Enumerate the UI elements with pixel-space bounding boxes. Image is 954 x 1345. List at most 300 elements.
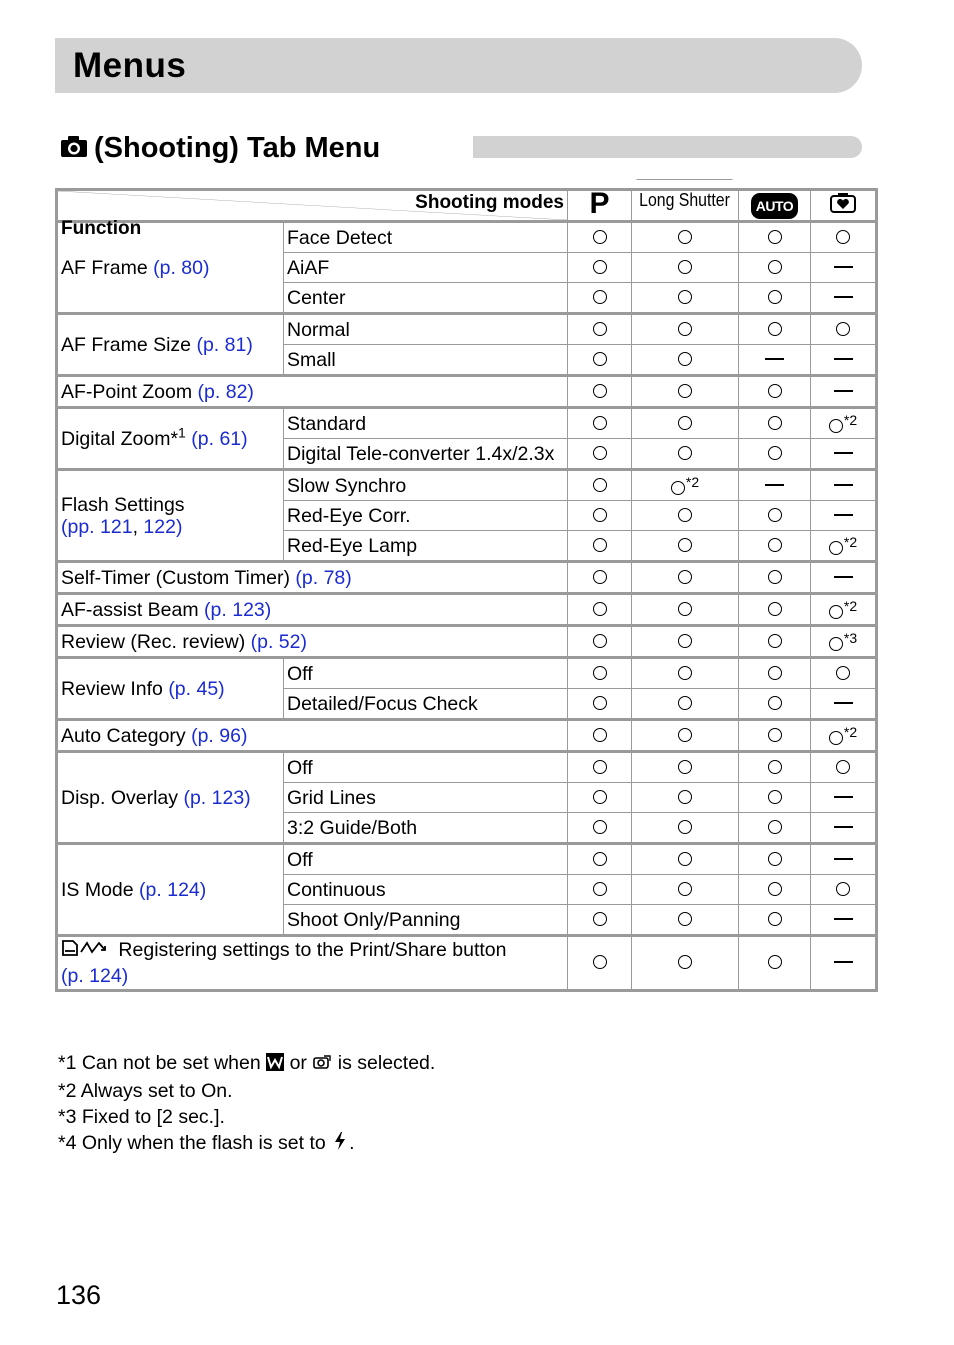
available-circle-icon <box>593 478 607 492</box>
available-circle-icon <box>836 760 850 774</box>
long-shutter-label: Long Shutter <box>637 179 733 220</box>
function-cell <box>57 658 284 720</box>
mode-availability-cell <box>811 376 877 408</box>
unavailable-dash-icon <box>834 858 853 860</box>
table-row <box>57 408 877 439</box>
mode-availability-cell <box>568 658 632 689</box>
footnote-2: *2 Always set to On. <box>58 1080 233 1102</box>
mode-availability-cell <box>811 720 877 752</box>
mode-availability-cell <box>739 594 811 626</box>
page-ref-link[interactable]: (p. 96) <box>191 724 248 747</box>
mode-availability-cell <box>568 844 632 875</box>
function-label: Review Info <box>61 677 163 700</box>
available-circle-icon <box>593 820 607 834</box>
available-circle-icon <box>593 416 607 430</box>
auto-mode-icon: AUTO <box>751 193 798 219</box>
available-circle-icon <box>768 260 782 274</box>
print-share-icon <box>61 939 113 961</box>
mode-availability-cell <box>632 253 739 283</box>
available-circle-icon <box>768 570 782 584</box>
mode-availability-cell <box>739 626 811 658</box>
available-circle-icon <box>768 955 782 969</box>
footnote-1-text-b: or <box>289 1052 307 1074</box>
page-ref-link[interactable]: (p. 45) <box>168 677 225 700</box>
mode-availability-cell <box>632 658 739 689</box>
table-row <box>57 720 877 752</box>
mode-column-p <box>568 187 632 222</box>
table-row <box>57 752 877 783</box>
available-circle-icon <box>678 384 692 398</box>
mode-availability-cell <box>739 376 811 408</box>
unavailable-dash-icon <box>834 296 853 298</box>
available-circle-icon <box>678 790 692 804</box>
unavailable-dash-icon <box>834 452 853 454</box>
page-ref-link[interactable]: (p. 123) <box>204 598 272 621</box>
mode-availability-cell <box>632 813 739 844</box>
available-circle-icon <box>678 322 692 336</box>
mode-availability-cell <box>739 905 811 936</box>
mode-availability-cell <box>568 253 632 283</box>
footnote-marker: *2 <box>685 474 700 490</box>
mode-availability-cell <box>739 253 811 283</box>
available-circle-icon <box>671 481 685 495</box>
mode-availability-cell <box>632 783 739 813</box>
mode-availability-cell <box>811 531 877 562</box>
function-label: AF-Point Zoom <box>61 380 193 403</box>
footnote-marker: *2 <box>843 598 858 614</box>
function-label: Self-Timer (Custom Timer) <box>61 566 290 589</box>
section-title: (Shooting) Tab Menu <box>94 131 381 164</box>
mode-availability-cell <box>739 283 811 314</box>
available-circle-icon <box>593 912 607 926</box>
mode-availability-cell <box>632 470 739 501</box>
footnote-marker: *3 <box>843 630 858 646</box>
mode-column-auto <box>739 190 811 222</box>
available-circle-icon <box>768 230 782 244</box>
option-cell: Off <box>284 844 568 875</box>
table-row <box>57 626 877 658</box>
available-circle-icon <box>593 384 607 398</box>
footnote-marker: *2 <box>843 534 858 550</box>
unavailable-dash-icon <box>834 826 853 828</box>
available-circle-icon <box>768 416 782 430</box>
mode-column-heart <box>811 190 877 222</box>
available-circle-icon <box>678 666 692 680</box>
page-ref-link[interactable]: (p. 78) <box>295 566 352 589</box>
table-row <box>57 936 877 991</box>
mode-availability-cell <box>811 936 877 991</box>
function-cell <box>57 626 568 658</box>
mode-availability-cell <box>811 470 877 501</box>
function-label: Review (Rec. review) <box>61 630 246 653</box>
unavailable-dash-icon <box>834 484 853 486</box>
table-row <box>57 594 877 626</box>
available-circle-icon <box>593 790 607 804</box>
available-circle-icon <box>836 230 850 244</box>
mode-availability-cell <box>739 439 811 470</box>
footnote-marker: *2 <box>843 412 858 428</box>
available-circle-icon <box>678 955 692 969</box>
available-circle-icon <box>593 446 607 460</box>
mode-column-long-shutter <box>632 190 739 222</box>
mode-availability-cell <box>632 562 739 594</box>
mode-availability-cell <box>739 752 811 783</box>
option-cell: Small <box>284 345 568 376</box>
function-cell <box>57 594 568 626</box>
mode-availability-cell <box>739 813 811 844</box>
shooting-menu-table <box>55 188 878 992</box>
available-circle-icon <box>678 538 692 552</box>
mode-availability-cell <box>568 470 632 501</box>
mode-availability-cell <box>632 439 739 470</box>
mode-availability-cell <box>739 875 811 905</box>
mode-availability-cell <box>568 345 632 376</box>
function-label: Flash Settings <box>61 493 185 516</box>
mode-availability-cell <box>632 376 739 408</box>
mode-availability-cell <box>568 875 632 905</box>
available-circle-icon <box>768 820 782 834</box>
available-circle-icon <box>768 912 782 926</box>
available-circle-icon <box>768 538 782 552</box>
function-cell <box>57 844 284 936</box>
option-cell: Center <box>284 283 568 314</box>
available-circle-icon <box>678 290 692 304</box>
mode-availability-cell <box>632 531 739 562</box>
footnote-marker: *2 <box>843 724 858 740</box>
unavailable-dash-icon <box>834 918 853 920</box>
mode-availability-cell <box>739 408 811 439</box>
available-circle-icon <box>593 852 607 866</box>
available-circle-icon <box>593 634 607 648</box>
function-cell: Flash Settings (pp. 121, 122) <box>57 470 284 562</box>
mode-availability-cell <box>739 720 811 752</box>
mode-availability-cell <box>632 752 739 783</box>
mode-availability-cell <box>568 626 632 658</box>
available-circle-icon <box>768 384 782 398</box>
p-mode-icon: P <box>589 187 610 220</box>
mode-availability-cell <box>811 658 877 689</box>
function-label: AF Frame <box>61 256 148 279</box>
available-circle-icon <box>678 352 692 366</box>
available-circle-icon <box>678 570 692 584</box>
available-circle-icon <box>768 696 782 710</box>
mode-availability-cell <box>632 345 739 376</box>
mode-availability-cell <box>739 501 811 531</box>
footnote-4 <box>58 1130 435 1158</box>
available-circle-icon <box>678 508 692 522</box>
footnote-1 <box>58 1050 435 1078</box>
mode-availability-cell <box>568 752 632 783</box>
section-bar <box>473 136 862 158</box>
mode-availability-cell <box>811 752 877 783</box>
mode-availability-cell <box>811 501 877 531</box>
function-cell <box>57 314 284 376</box>
available-circle-icon <box>593 666 607 680</box>
available-circle-icon <box>593 352 607 366</box>
mode-availability-cell <box>568 783 632 813</box>
unavailable-dash-icon <box>834 961 853 963</box>
available-circle-icon <box>678 912 692 926</box>
mode-availability-cell <box>811 439 877 470</box>
footnote-4-text-a: *4 Only when the flash is set to <box>58 1132 326 1154</box>
mode-availability-cell <box>811 813 877 844</box>
option-cell: Detailed/Focus Check <box>284 689 568 720</box>
available-circle-icon <box>593 260 607 274</box>
mode-availability-cell <box>568 813 632 844</box>
available-circle-icon <box>829 541 843 555</box>
unavailable-dash-icon <box>834 266 853 268</box>
available-circle-icon <box>678 602 692 616</box>
available-circle-icon <box>829 637 843 651</box>
mode-availability-cell <box>568 222 632 253</box>
unavailable-dash-icon <box>765 484 784 486</box>
unavailable-dash-icon <box>834 358 853 360</box>
available-circle-icon <box>593 538 607 552</box>
available-circle-icon <box>768 634 782 648</box>
page-ref-link[interactable]: 122) <box>143 515 183 538</box>
table-row <box>57 376 877 408</box>
mode-availability-cell <box>568 501 632 531</box>
mode-availability-cell <box>739 470 811 501</box>
function-cell <box>57 720 568 752</box>
function-label: Auto Category <box>61 724 186 747</box>
available-circle-icon <box>678 852 692 866</box>
mode-availability-cell <box>811 844 877 875</box>
mode-availability-cell <box>811 345 877 376</box>
flash-on-icon <box>331 1131 349 1158</box>
function-label: AF-assist Beam <box>61 598 199 621</box>
function-cell <box>57 936 568 991</box>
table-row <box>57 222 877 253</box>
unavailable-dash-icon <box>834 390 853 392</box>
mode-availability-cell <box>739 658 811 689</box>
available-circle-icon <box>768 790 782 804</box>
mode-availability-cell <box>568 376 632 408</box>
available-circle-icon <box>768 322 782 336</box>
unavailable-dash-icon <box>834 702 853 704</box>
mode-availability-cell <box>739 314 811 345</box>
option-cell: Shoot Only/Panning <box>284 905 568 936</box>
mode-availability-cell <box>632 844 739 875</box>
available-circle-icon <box>678 760 692 774</box>
title-banner <box>55 38 862 93</box>
available-circle-icon <box>678 260 692 274</box>
available-circle-icon <box>593 508 607 522</box>
mode-availability-cell <box>739 783 811 813</box>
available-circle-icon <box>768 852 782 866</box>
unavailable-dash-icon <box>834 576 853 578</box>
available-circle-icon <box>768 290 782 304</box>
function-cell <box>57 752 284 844</box>
mode-availability-cell <box>632 222 739 253</box>
mode-availability-cell <box>568 689 632 720</box>
function-label: Digital Zoom*$^1$ <box>61 424 186 450</box>
available-circle-icon <box>678 230 692 244</box>
mode-availability-cell <box>739 531 811 562</box>
option-cell: Digital Tele-converter 1.4x/2.3x <box>284 439 568 470</box>
unavailable-dash-icon <box>834 514 853 516</box>
available-circle-icon <box>836 322 850 336</box>
mode-availability-cell <box>811 783 877 813</box>
option-cell: Off <box>284 752 568 783</box>
page-ref-link[interactable]: (p. 124) <box>139 878 207 901</box>
mode-availability-cell <box>568 936 632 991</box>
available-circle-icon <box>768 666 782 680</box>
option-cell: Grid Lines <box>284 783 568 813</box>
mode-availability-cell <box>739 844 811 875</box>
footnote-1-text-a: *1 Can not be set when <box>58 1052 261 1074</box>
mode-availability-cell <box>568 283 632 314</box>
available-circle-icon <box>768 446 782 460</box>
mode-availability-cell <box>811 626 877 658</box>
mode-availability-cell <box>632 594 739 626</box>
available-circle-icon <box>593 696 607 710</box>
option-cell: Face Detect <box>284 222 568 253</box>
mode-availability-cell <box>811 562 877 594</box>
mode-availability-cell <box>632 936 739 991</box>
unavailable-dash-icon <box>765 358 784 360</box>
page-title: Menus <box>73 46 187 85</box>
option-cell: Standard <box>284 408 568 439</box>
footnote-4-text-b: . <box>349 1132 355 1154</box>
function-cell <box>57 562 568 594</box>
mode-availability-cell <box>811 408 877 439</box>
available-circle-icon <box>593 882 607 896</box>
table-row <box>57 658 877 689</box>
available-circle-icon <box>593 322 607 336</box>
available-circle-icon <box>678 634 692 648</box>
option-cell: Continuous <box>284 875 568 905</box>
page-ref-link[interactable]: (p. 124) <box>61 965 129 987</box>
available-circle-icon <box>678 728 692 742</box>
mode-availability-cell <box>739 222 811 253</box>
mode-availability-cell <box>568 408 632 439</box>
option-cell: Red-Eye Corr. <box>284 501 568 531</box>
unavailable-dash-icon <box>834 796 853 798</box>
available-circle-icon <box>678 416 692 430</box>
option-cell: Slow Synchro <box>284 470 568 501</box>
mode-availability-cell <box>632 314 739 345</box>
page-ref-link[interactable]: (p. 81) <box>196 333 253 356</box>
available-circle-icon <box>678 820 692 834</box>
table-header-row <box>57 190 877 222</box>
mode-availability-cell <box>632 905 739 936</box>
mode-availability-cell <box>811 689 877 720</box>
mode-availability-cell <box>568 314 632 345</box>
available-circle-icon <box>678 882 692 896</box>
stitch-assist-icon <box>312 1052 332 1078</box>
available-circle-icon <box>836 666 850 680</box>
mode-availability-cell <box>811 253 877 283</box>
mode-availability-cell <box>739 345 811 376</box>
mode-availability-cell <box>568 594 632 626</box>
mode-availability-cell <box>811 314 877 345</box>
mode-availability-cell <box>811 594 877 626</box>
mode-availability-cell <box>811 283 877 314</box>
table-body <box>57 222 877 991</box>
camera-icon <box>60 134 88 163</box>
wide-w-icon <box>266 1052 284 1078</box>
function-label: Registering settings to the Print/Share button <box>118 939 507 961</box>
mode-availability-cell <box>632 283 739 314</box>
page-ref-link[interactable]: (p. 61) <box>191 427 248 450</box>
page-ref-link[interactable]: (p. 80) <box>153 256 210 279</box>
mode-availability-cell <box>739 562 811 594</box>
mode-availability-cell <box>632 689 739 720</box>
available-circle-icon <box>829 419 843 433</box>
mode-availability-cell <box>632 408 739 439</box>
available-circle-icon <box>593 728 607 742</box>
option-cell: Off <box>284 658 568 689</box>
table-row <box>57 562 877 594</box>
available-circle-icon <box>593 230 607 244</box>
function-label: Disp. Overlay <box>61 786 179 809</box>
mode-availability-cell <box>568 439 632 470</box>
footnote-1-text-c: is selected. <box>337 1052 436 1074</box>
available-circle-icon <box>768 760 782 774</box>
mode-availability-cell <box>739 689 811 720</box>
available-circle-icon <box>678 446 692 460</box>
available-circle-icon <box>768 602 782 616</box>
page-ref-link[interactable]: (pp. 121 <box>61 515 133 538</box>
footnote-3: *3 Fixed to [2 sec.]. <box>58 1106 225 1128</box>
page-ref-link[interactable]: (p. 123) <box>183 786 251 809</box>
available-circle-icon <box>768 728 782 742</box>
page-ref-link[interactable]: (p. 52) <box>250 630 307 653</box>
shooting-modes-label: Shooting modes <box>415 192 564 213</box>
section-heading <box>60 128 380 168</box>
option-cell: Normal <box>284 314 568 345</box>
mode-availability-cell <box>811 875 877 905</box>
function-cell <box>57 376 568 408</box>
mode-availability-cell <box>568 562 632 594</box>
mode-availability-cell <box>568 720 632 752</box>
available-circle-icon <box>593 760 607 774</box>
option-cell: 3:2 Guide/Both <box>284 813 568 844</box>
mode-availability-cell <box>739 936 811 991</box>
available-circle-icon <box>593 570 607 584</box>
available-circle-icon <box>768 882 782 896</box>
page-ref-link[interactable]: (p. 82) <box>197 380 254 403</box>
mode-availability-cell <box>568 905 632 936</box>
function-cell <box>57 408 284 470</box>
available-circle-icon <box>836 882 850 896</box>
available-circle-icon <box>829 731 843 745</box>
function-label: AF Frame Size <box>61 333 192 356</box>
page-number: 136 <box>56 1280 102 1310</box>
table-row <box>57 470 877 501</box>
function-label: IS Mode <box>61 878 134 901</box>
option-cell: AiAF <box>284 253 568 283</box>
footnotes <box>58 1050 435 1158</box>
camera-heart-icon <box>829 197 857 219</box>
mode-availability-cell <box>568 531 632 562</box>
option-cell: Red-Eye Lamp <box>284 531 568 562</box>
available-circle-icon <box>768 508 782 522</box>
table-row <box>57 844 877 875</box>
mode-availability-cell <box>632 501 739 531</box>
mode-availability-cell <box>632 875 739 905</box>
available-circle-icon <box>593 955 607 969</box>
mode-availability-cell <box>811 905 877 936</box>
available-circle-icon <box>593 290 607 304</box>
available-circle-icon <box>678 696 692 710</box>
available-circle-icon <box>829 605 843 619</box>
mode-availability-cell <box>632 626 739 658</box>
mode-availability-cell <box>811 222 877 253</box>
function-label: Function <box>61 218 142 239</box>
table-row <box>57 314 877 345</box>
